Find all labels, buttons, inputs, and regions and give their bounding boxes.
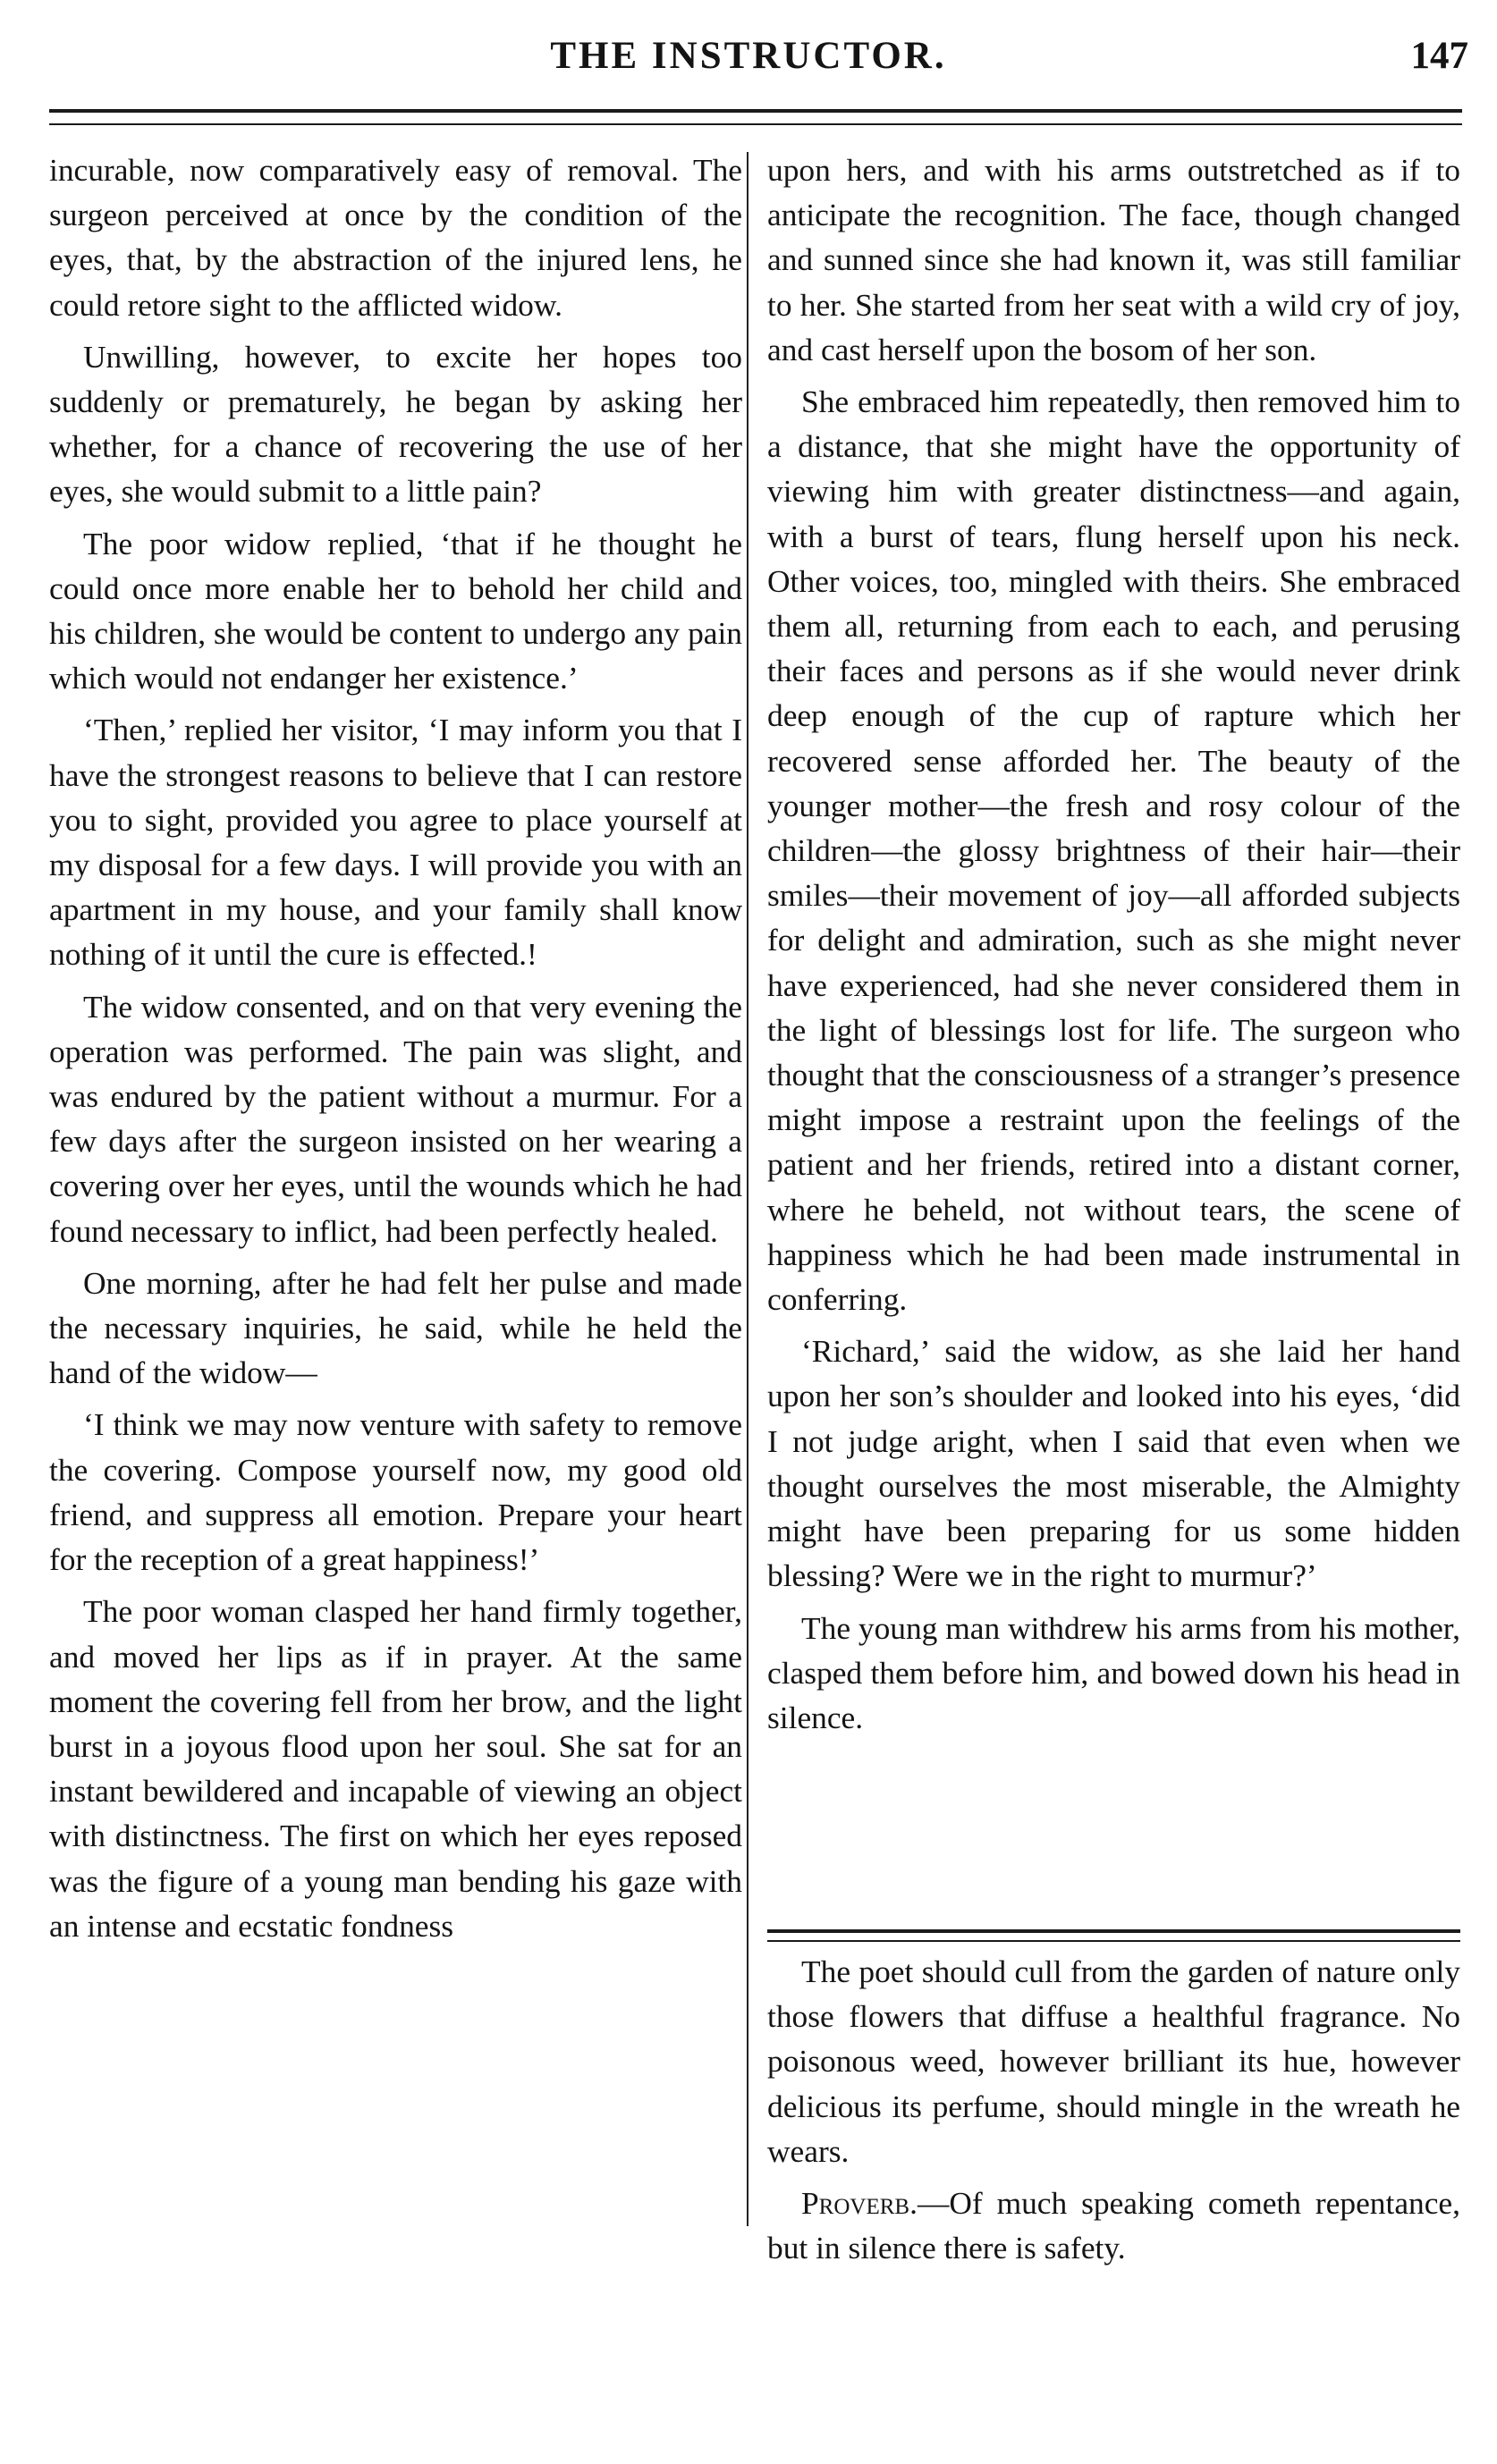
paragraph: She embraced him repeatedly, then removed him to a distance, that she might have the opportunity of viewing him with greater distinctness—and again, with a burst of tears, flung herself upon his neck. Other voices, too, mingled with theirs. She embraced them all, returning from each to each, and perusing their faces and persons as if she would never drink deep enough of the cup of rapture which her recovered sense afforded her. The beauty of the younger mother—the fresh and rosy colour of the children—the glossy brightness of their hair—their smiles—their movement of joy—all afforded subjects for delight and admiration, such as she might never have experienced, had she never considered them in the light of blessings lost for life. The surgeon who thought that the consciousness of a stranger’s presence might impose a restraint upon the feelings of the patient and her friends, retired into a distant corner, where he beheld, not without tears, the scene of happiness which he had been made instrumental in conferring. [767,384,1460,1318]
proverb-paragraph [767,2181,1460,2270]
column-divider [747,152,748,2226]
page-title: THE INSTRUCTOR. [550,35,947,77]
paragraph: upon hers, and with his arms outstretched as if to anticipate the recognition. The face, though changed and sunned since she had known it, was still familiar to her. She started from her seat with a wild cry of joy, and cast herself upon the bosom of her son. [767,152,1460,367]
page-number: 147 [1410,35,1468,77]
paragraph: The poor woman clasped her hand firmly together, and moved her lips as if in prayer. At the same moment the covering fell from her brow, and the light burst in a joyous flood upon her soul. She sat for an instant bewildered and incapable of viewing an object with distinctness. The first on which her eyes reposed was the figure of a young man bending his gaze with an intense and ecstatic fondness [49,1593,742,1944]
poet-paragraph: The poet should cull from the garden of nature only those flowers that diffuse a healthful fragrance. No poisonous weed, however brilliant its hue, however delicious its perfume, should mingle in the wreath he wears. [767,1953,1460,2169]
proverb-text: —Of much speaking cometh repentance, but in silence there is safety. [767,2185,1460,2266]
paragraph: The poor widow replied, ‘that if he thought he could once more enable her to behold her child and his children, she would be content to undergo any pain which would not endanger her existence.’ [49,525,742,696]
right-column-lower [767,1949,1460,2277]
paragraph: incurable, now comparatively easy of removal. The surgeon perceived at once by the condition of the eyes, that, by the abstraction of the injured lens, he could retore sight to the afflicted widow. [49,152,742,323]
proverb-label: Proverb. [801,2185,918,2222]
section-rule [767,1929,1460,1942]
paragraph: ‘Richard,’ said the widow, as she laid her hand upon her son’s shoulder and looked into his eyes, ‘did I not judge aright, when I said that even when we thought ourselves the most miserable, the Almighty might have been preparing for us some hidden blessing? Were we in the right to murmur?’ [767,1333,1460,1594]
paragraph: ‘Then,’ replied her visitor, ‘I may inform you that I have the strongest reasons to believe that I can restore you to sight, provided you agree to place yourself at my disposal for a few days. I will provide you with an apartment in my house, and your family shall know nothing of it until the cure is effected.! [49,712,742,973]
paragraph: The widow consented, and on that very evening the operation was performed. The pain was slight, and was endured by the patient without a murmur. For a few days after the surgeon insisted on her wearing a covering over her eyes, until the wounds which he had found necessary to inflict, had been perfectly healed. [49,988,742,1249]
left-column [49,148,742,1955]
paragraph: Unwilling, however, to excite her hopes too suddenly or prematurely, he began by asking her whether, for a chance of recovering the use of her eyes, she would submit to a little pain? [49,338,742,510]
paragraph: The young man withdrew his arms from his mother, clasped them before him, and bowed down his head in silence. [767,1609,1460,1735]
running-head [0,27,1497,89]
right-column [767,148,1460,1747]
header-rule [49,109,1462,125]
paragraph: One morning, after he had felt her pulse and made the necessary inquiries, he said, while he held the hand of the widow— [49,1264,742,1391]
paragraph: ‘I think we may now venture with safety to remove the covering. Compose yourself now, my good old friend, and suppress all emotion. Prepare your heart for the reception of a great happiness!’ [49,1406,742,1578]
